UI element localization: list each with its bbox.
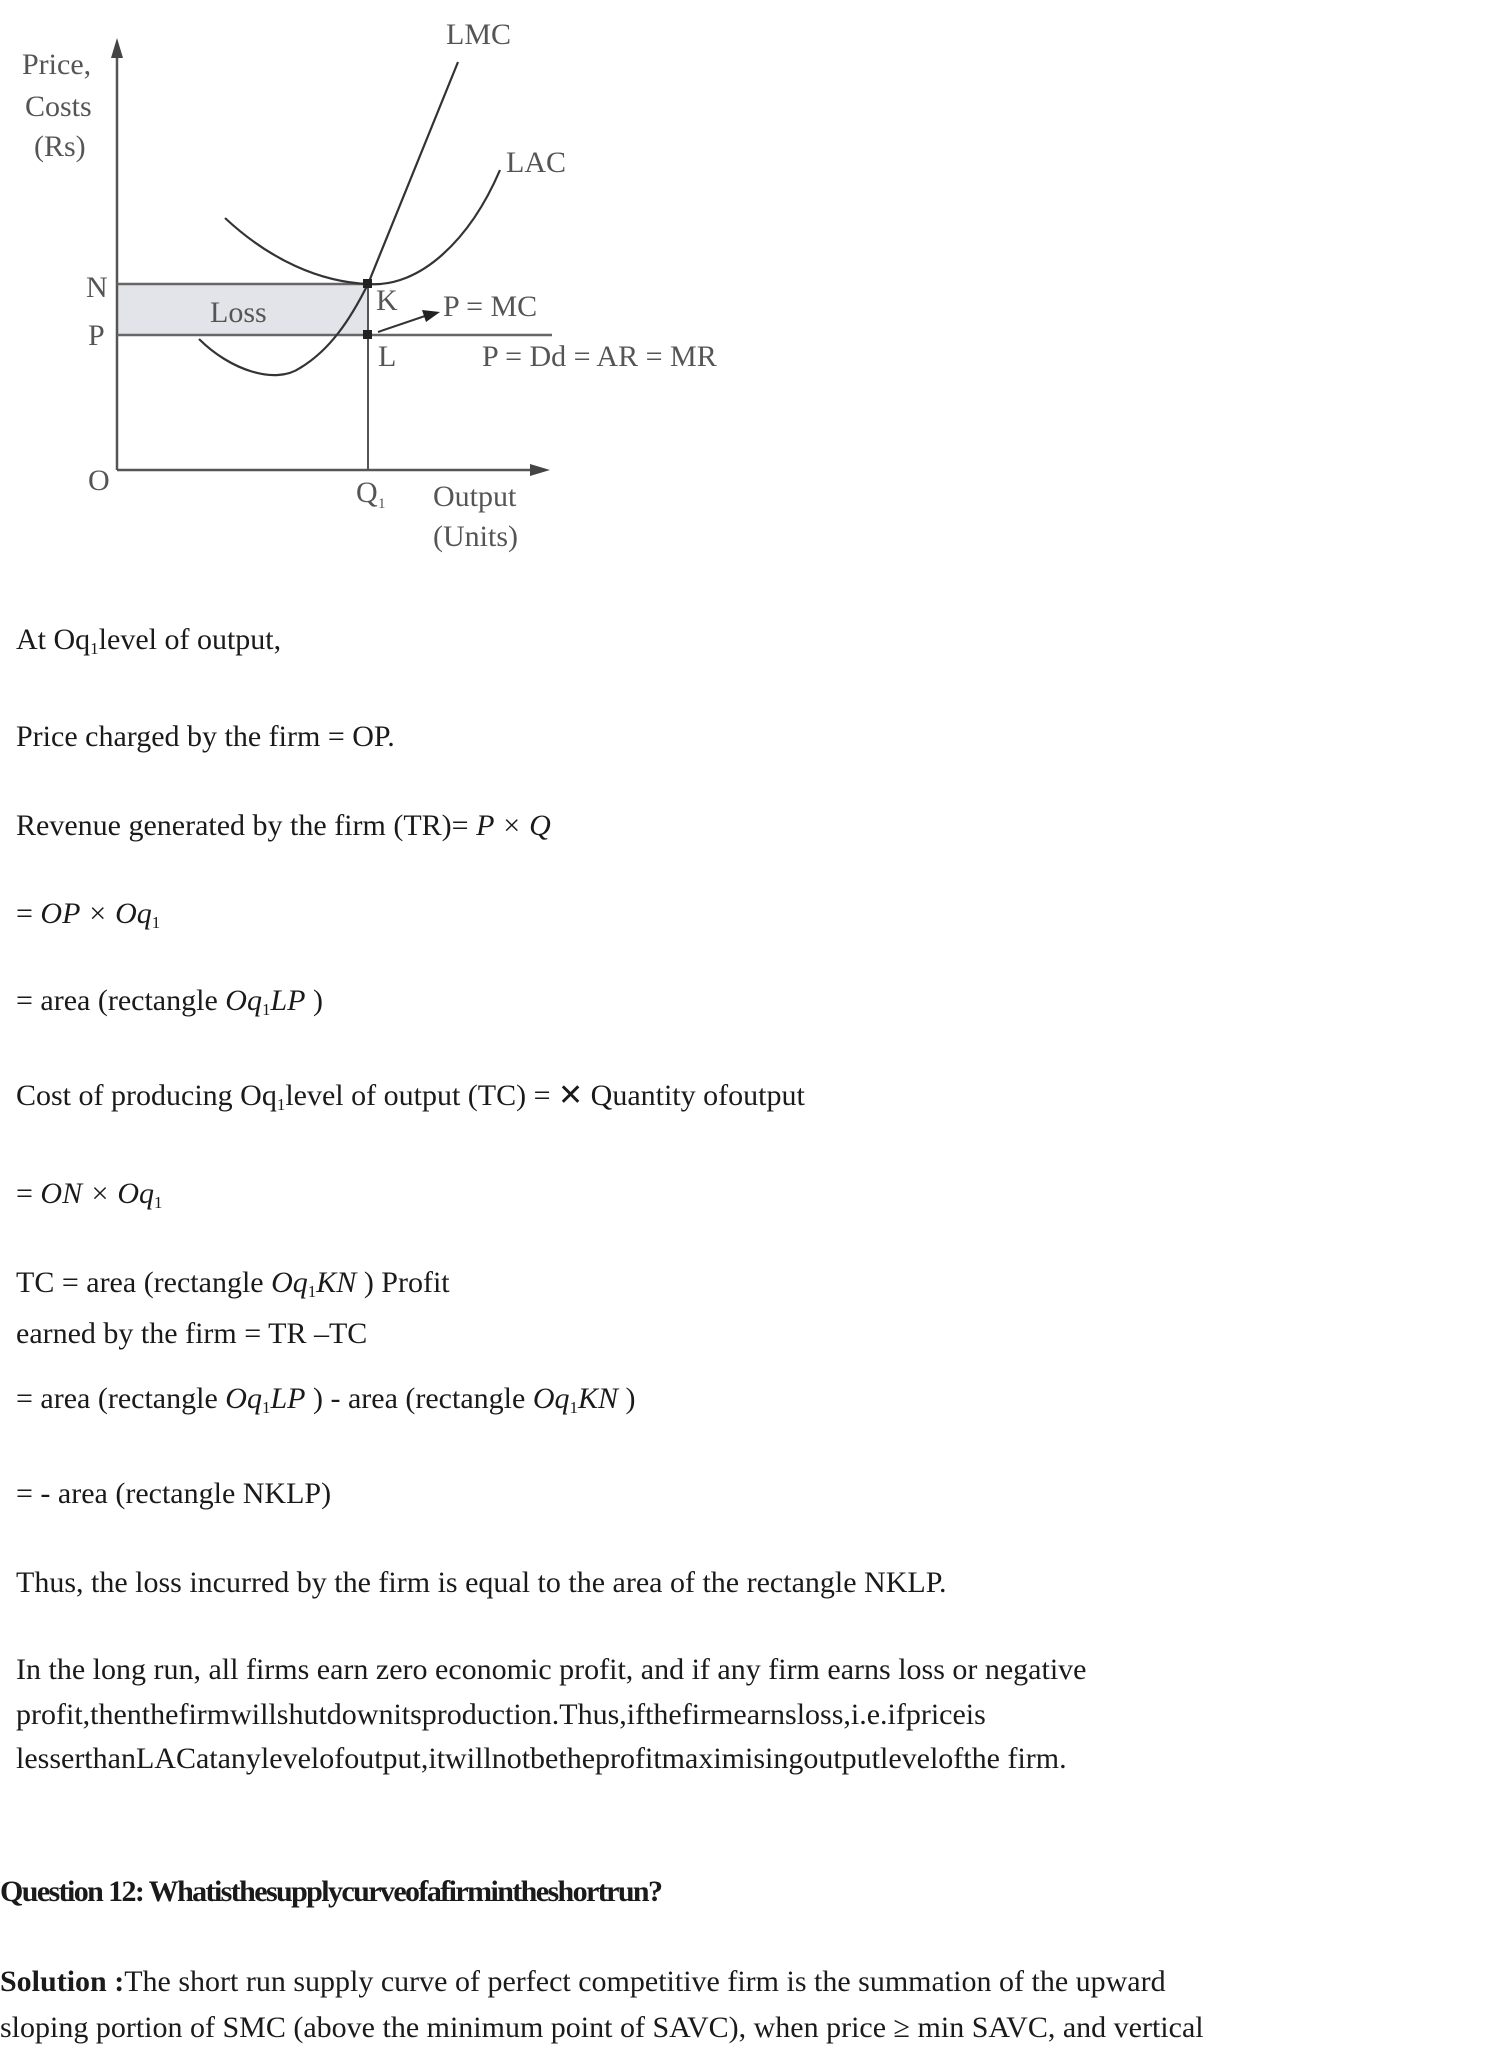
text-line: = ON × $Oq_1$	[16, 1177, 163, 1212]
arrow-head-icon	[422, 310, 440, 322]
x-axis-label: (Units)	[433, 520, 518, 553]
p-mc-label: P = MC	[443, 290, 538, 323]
lmc-label: LMC	[446, 18, 512, 51]
y-axis-label: (Rs)	[34, 130, 86, 163]
demand-label: P = Dd = AR = MR	[482, 340, 717, 373]
cost-curve-diagram	[0, 0, 760, 580]
n-label: N	[86, 271, 108, 304]
q1-subscript: 1	[378, 496, 386, 512]
text-line: Revenue generated by the firm (TR)= P × Q	[16, 809, 551, 842]
text-line: profit,thenthefirmwillshutdownitsproduction.Thus,ifthefirmearnsloss,i.e.ifpriceis	[16, 1698, 986, 1731]
text-line: TC = area (rectangle $Oq_1KN$ ) Profit	[16, 1266, 450, 1301]
p-mc-arrow	[378, 316, 425, 332]
text-line: = OP × $Oq_1$	[16, 897, 161, 932]
text-line: At $Oq_1level$ of output,	[16, 623, 282, 658]
text-line: earned by the firm = TR –TC	[16, 1317, 368, 1350]
text-line: = area (rectangle $Oq_1LP$ ) - area (rectangle $Oq_1KN$ )	[16, 1382, 636, 1417]
y-axis-label: Price,	[22, 48, 92, 81]
y-axis-label: Costs	[25, 90, 92, 123]
question-heading: Question 12: Whatisthesupplycurveofafirmintheshortrun?	[0, 1875, 662, 1908]
text-line: lesserthanLACatanylevelofoutput,itwillnotbetheprofitmaximisingoutputlevelofthe firm.	[16, 1742, 1067, 1775]
solution-line: sloping portion of SMC (above the minimum point of SAVC), when price ≥ min SAVC, and vertical	[0, 2011, 1204, 2044]
k-label: K	[376, 284, 398, 317]
text-line: = - area (rectangle NKLP)	[16, 1477, 332, 1510]
lac-curve	[225, 170, 500, 284]
q1-label: Q	[356, 476, 378, 509]
text-line: In the long run, all firms earn zero economic profit, and if any firm earns loss or negative	[16, 1653, 1087, 1686]
origin-label: O	[88, 464, 110, 497]
text-line: Cost of producing $Oq_1level$ of output (TC) = ✕ Quantity ofoutput	[16, 1079, 805, 1114]
point-l	[363, 330, 372, 339]
x-axis-label: Output	[433, 480, 517, 513]
lac-label: LAC	[506, 146, 566, 179]
l-label: L	[378, 340, 397, 373]
text-line: Thus, the loss incurred by the firm is equal to the area of the rectangle NKLP.	[16, 1566, 947, 1599]
loss-label: Loss	[210, 296, 267, 329]
text-line: Price charged by the firm = OP.	[16, 720, 395, 753]
point-k	[363, 279, 372, 288]
solution-line: Solution :The short run supply curve of perfect competitive firm is the summation of the upward	[0, 1965, 1166, 1998]
x-axis-arrow-icon	[530, 464, 550, 476]
y-axis-arrow-icon	[111, 38, 123, 58]
p-label: P	[88, 319, 105, 352]
text-line: = area (rectangle $Oq_1LP$ )	[16, 984, 323, 1019]
